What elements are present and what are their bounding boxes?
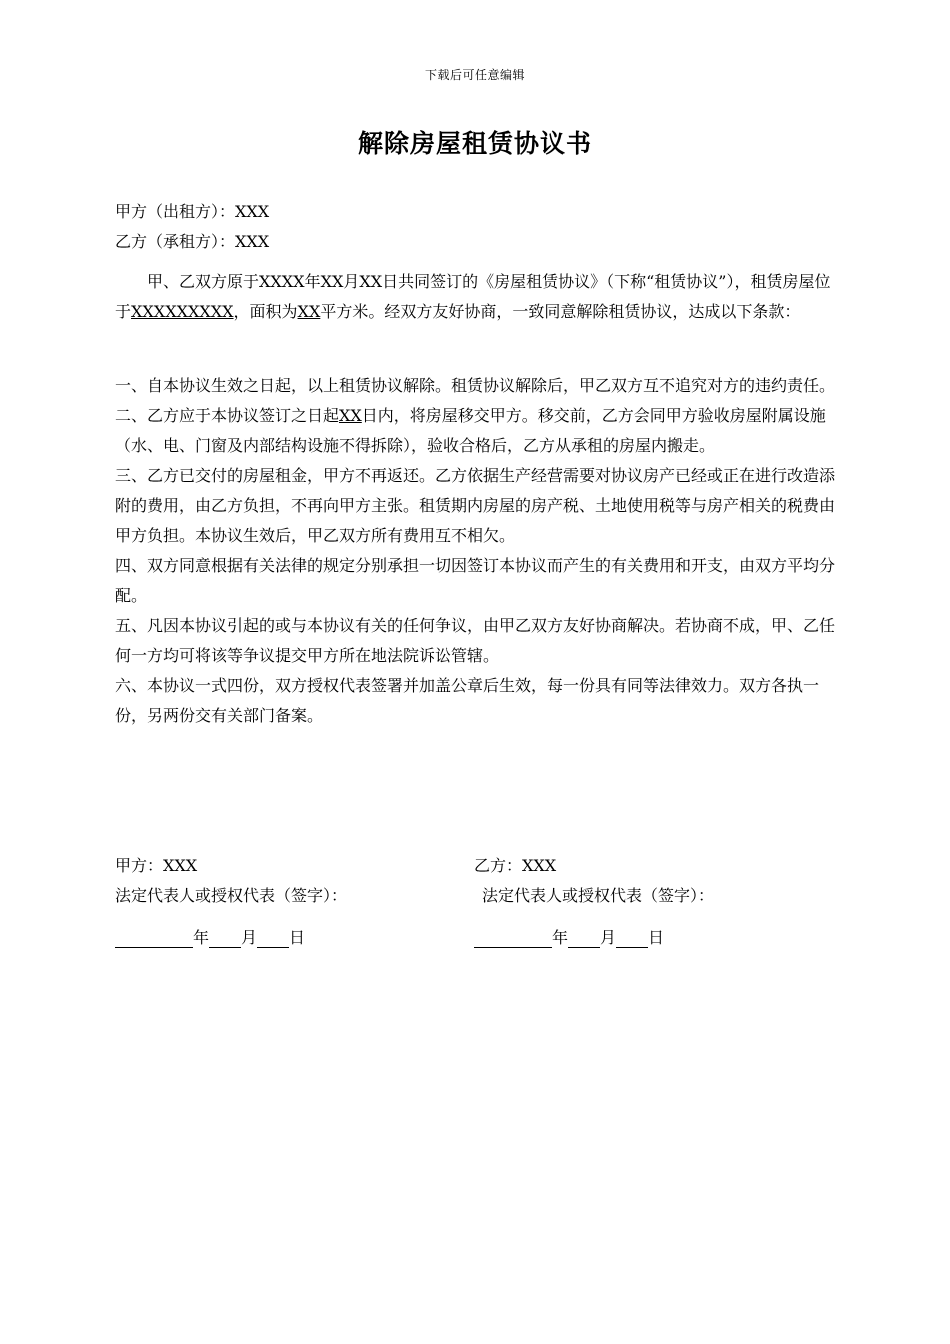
intro-text-2: ，面积为 (233, 302, 298, 321)
clause-2-text-2: 日内，将房屋移交甲方。移交前，乙方会同甲方验收房屋附属设施（水、电、门窗及内部结构设施不得拆除），验收合格后，乙方从承租的房屋内搬走。 (115, 406, 826, 455)
clause-list (115, 371, 837, 731)
year-label: 年 (193, 928, 210, 947)
header-note: 下载后可任意编辑 (424, 68, 525, 82)
clause-6: 六、本协议一式四份，双方授权代表签署并加盖公章后生效，每一份具有同等法律效力。双方各执一份，另两份交有关部门备案。 (115, 676, 820, 725)
party-info (115, 197, 837, 257)
day-label: 日 (289, 928, 306, 947)
day-blank[interactable] (257, 927, 289, 948)
party-a-line: 甲方（出租方）：XXX (115, 202, 270, 221)
signature-block-party-b (474, 851, 834, 953)
month-blank[interactable] (568, 927, 600, 948)
party-a-date-line (115, 923, 475, 953)
clause-2 (115, 401, 837, 461)
day-blank[interactable] (616, 927, 648, 948)
party-a-signature-name: 甲方：XXX (115, 856, 198, 875)
year-blank[interactable] (474, 927, 552, 948)
year-label: 年 (552, 928, 569, 947)
party-b-rep-label: 法定代表人或授权代表（签字）： (482, 886, 715, 905)
party-b-line: 乙方（承租方）：XXX (115, 232, 270, 251)
clause-2-days: XX (339, 406, 362, 425)
intro-paragraph (115, 267, 837, 327)
clause-5: 五、凡因本协议引起的或与本协议有关的任何争议，由甲乙双方友好协商解决。若协商不成，甲、乙任何一方均可将该等争议提交甲方所在地法院诉讼管辖。 (115, 616, 836, 665)
party-a-rep-label: 法定代表人或授权代表（签字）： (115, 886, 348, 905)
intro-text-1: 甲、乙双方原于XXXX年XX月XX日共同签订的《房屋租赁协议》（下称“租赁协议”），租赁房屋位于 (115, 272, 831, 321)
month-label: 月 (241, 928, 258, 947)
intro-text-3: 平方米。经双方友好协商，一致同意解除租赁协议，达成以下条款： (320, 302, 801, 321)
party-b-signature-name: 乙方：XXX (474, 856, 557, 875)
month-label: 月 (600, 928, 617, 947)
year-blank[interactable] (115, 927, 193, 948)
signature-block-party-a (115, 851, 475, 953)
area-value: XX (297, 302, 321, 321)
clause-3: 三、乙方已交付的房屋租金，甲方不再返还。乙方依据生产经营需要对协议房产已经或正在进行改造添附的费用，由乙方负担，不再向甲方主张。租赁期内房屋的房产税、土地使用税等与房产相关的税费由甲方负担。本协议生效后，甲乙双方所有费用互不相欠。 (115, 466, 836, 545)
clause-4: 四、双方同意根据有关法律的规定分别承担一切因签订本协议而产生的有关费用和开支，由双方平均分配。 (115, 556, 836, 605)
party-b-date-line (474, 923, 834, 953)
month-blank[interactable] (209, 927, 241, 948)
address-value: XXXXXXXXX (131, 302, 234, 321)
document-title: 解除房屋租赁协议书 (357, 129, 592, 158)
clause-2-text-1: 二、乙方应于本协议签订之日起 (115, 406, 340, 425)
clause-1: 一、自本协议生效之日起，以上租赁协议解除。租赁协议解除后，甲乙双方互不追究对方的违约责任。 (115, 376, 836, 395)
day-label: 日 (648, 928, 665, 947)
